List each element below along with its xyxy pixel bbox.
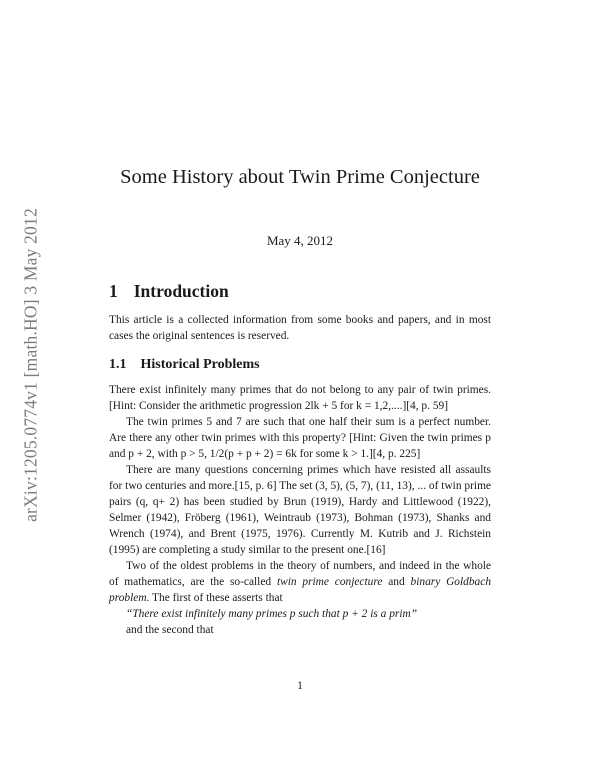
- paragraph-text: Two of the oldest problems in the theory of numbers, and indeed in the whole of mathematics, are the so-called: [109, 560, 491, 588]
- paper-date: May 4, 2012: [266, 233, 334, 248]
- term-binary-goldbach: binary Goldbach problem: [109, 576, 492, 604]
- paragraph-twin-primes-progression: There exist infinitely many primes that do not belong to any pair of twin primes. [Hint: Consider the arithmetic progression 2lk + 5 for k = 1,2,....][4, p. 59]: [109, 384, 491, 412]
- section-number: 1: [109, 281, 118, 301]
- paragraph-perfect-number: The twin primes 5 and 7 are such that one half their sum is a perfect number. Are there any other twin primes with this property? [Hint: Given the twin primes p and p + 2, with p > 5, 1/2(p + p + 2) = 6k for some k > 1.][4, p. 225]: [109, 416, 491, 460]
- section-title: Introduction: [133, 281, 229, 301]
- quote-twin-prime-statement: “There exist infinitely many primes p such that p + 2 is a prim”: [126, 608, 418, 620]
- paragraph-oldest-problems: [109, 558, 491, 606]
- introduction-body: [109, 312, 491, 344]
- subsection-heading-historical-problems: [109, 357, 260, 373]
- paper-title: Some History about Twin Prime Conjecture: [120, 166, 480, 188]
- arxiv-identifier: arXiv:1205.0774v1 [math.HO] 3 May 2012: [20, 208, 41, 522]
- historical-problems-body: [109, 382, 491, 638]
- paragraph-text: . The first of these asserts that: [146, 592, 283, 604]
- subsection-number: 1.1: [109, 357, 127, 372]
- term-twin-prime-conjecture: twin prime conjecture: [276, 576, 383, 588]
- paragraph-continuation: and the second that: [126, 624, 214, 636]
- subsection-title: Historical Problems: [140, 357, 260, 372]
- page-number: 1: [297, 680, 303, 692]
- paragraph-text: and: [388, 576, 405, 588]
- section-heading-introduction: [109, 281, 229, 302]
- arxiv-sidebar-stamp: [18, 175, 44, 555]
- introduction-paragraph: This article is a collected information from some books and papers, and in most cases the original sentences is reserved.: [109, 314, 491, 342]
- paragraph-history-studies: There are many questions concerning primes which have resisted all assaults for two centuries and more.[15, p. 6] The set (3, 5), (5, 7), (11, 13), ... of twin prime pairs (q, q+ 2) has been studied by Brun (1919), Hardy and Littlewood (1922), Selmer (1942), Fröberg (1961), Weintraub (1973), Bohman (1973), Shanks and Wrench (1974), and Brent (1975, 1976). Currently M. Kutrib and J. Richstein (1995) are completing a study similar to the present one.[16]: [109, 464, 491, 556]
